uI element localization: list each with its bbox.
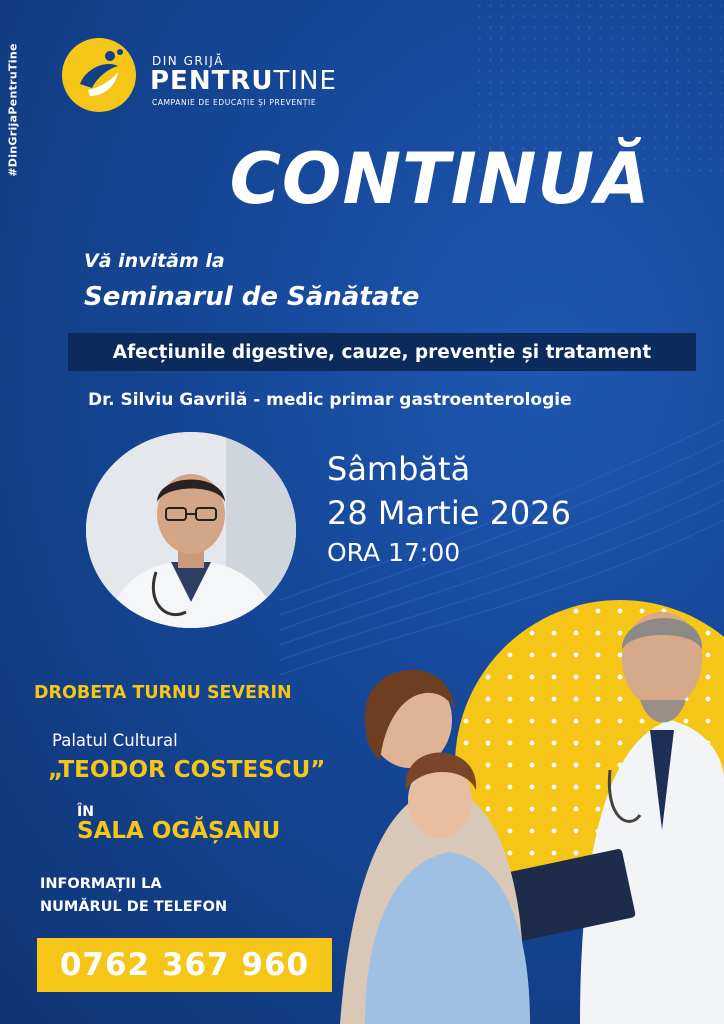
event-day: Sâmbătă [327, 450, 471, 488]
logo-subtitle: CAMPANIE DE EDUCAȚIE ȘI PREVENȚIE [152, 98, 317, 107]
doctor-credit: Dr. Silviu Gavrilă - medic primar gastroenterologie [88, 390, 572, 410]
phone-number: 0762 367 960 [59, 947, 310, 983]
logo-word-bold: PENTRU [150, 66, 274, 96]
hashtag-vertical [2, 20, 24, 200]
contact-info-line-1: INFORMAȚII LA [40, 876, 162, 892]
in-label: ÎN [77, 804, 94, 820]
campaign-logo-icon [62, 38, 136, 112]
phone-number-box [37, 938, 332, 992]
topic-banner [68, 333, 696, 371]
seminar-title: Seminarul de Sănătate [84, 282, 420, 312]
contact-info-line-2: NUMĂRUL DE TELEFON [40, 899, 228, 915]
doctor-mother-child-photo [340, 590, 724, 1024]
hall-name: SALA OGĂȘANU [77, 818, 281, 844]
venue-label: Palatul Cultural [52, 731, 178, 750]
logo-top-text: DIN GRIJĂ [152, 54, 224, 68]
logo-word-thin: TINE [273, 66, 337, 96]
event-date: 28 Martie 2026 [327, 494, 571, 532]
headline: CONTINUĂ [229, 138, 651, 220]
invite-line: Vă invităm la [84, 250, 225, 272]
venue-name: „TEODOR COSTESCU” [48, 757, 326, 783]
doctor-portrait-photo [86, 432, 296, 628]
topic-text: Afecțiunile digestive, cauze, prevenție și tratament [112, 341, 652, 363]
hashtag-text: #DinGrijaPentruTine [6, 43, 20, 177]
logo-wordmark [150, 66, 337, 96]
event-time: ORA 17:00 [327, 538, 461, 567]
city-name: DROBETA TURNU SEVERIN [34, 683, 292, 703]
